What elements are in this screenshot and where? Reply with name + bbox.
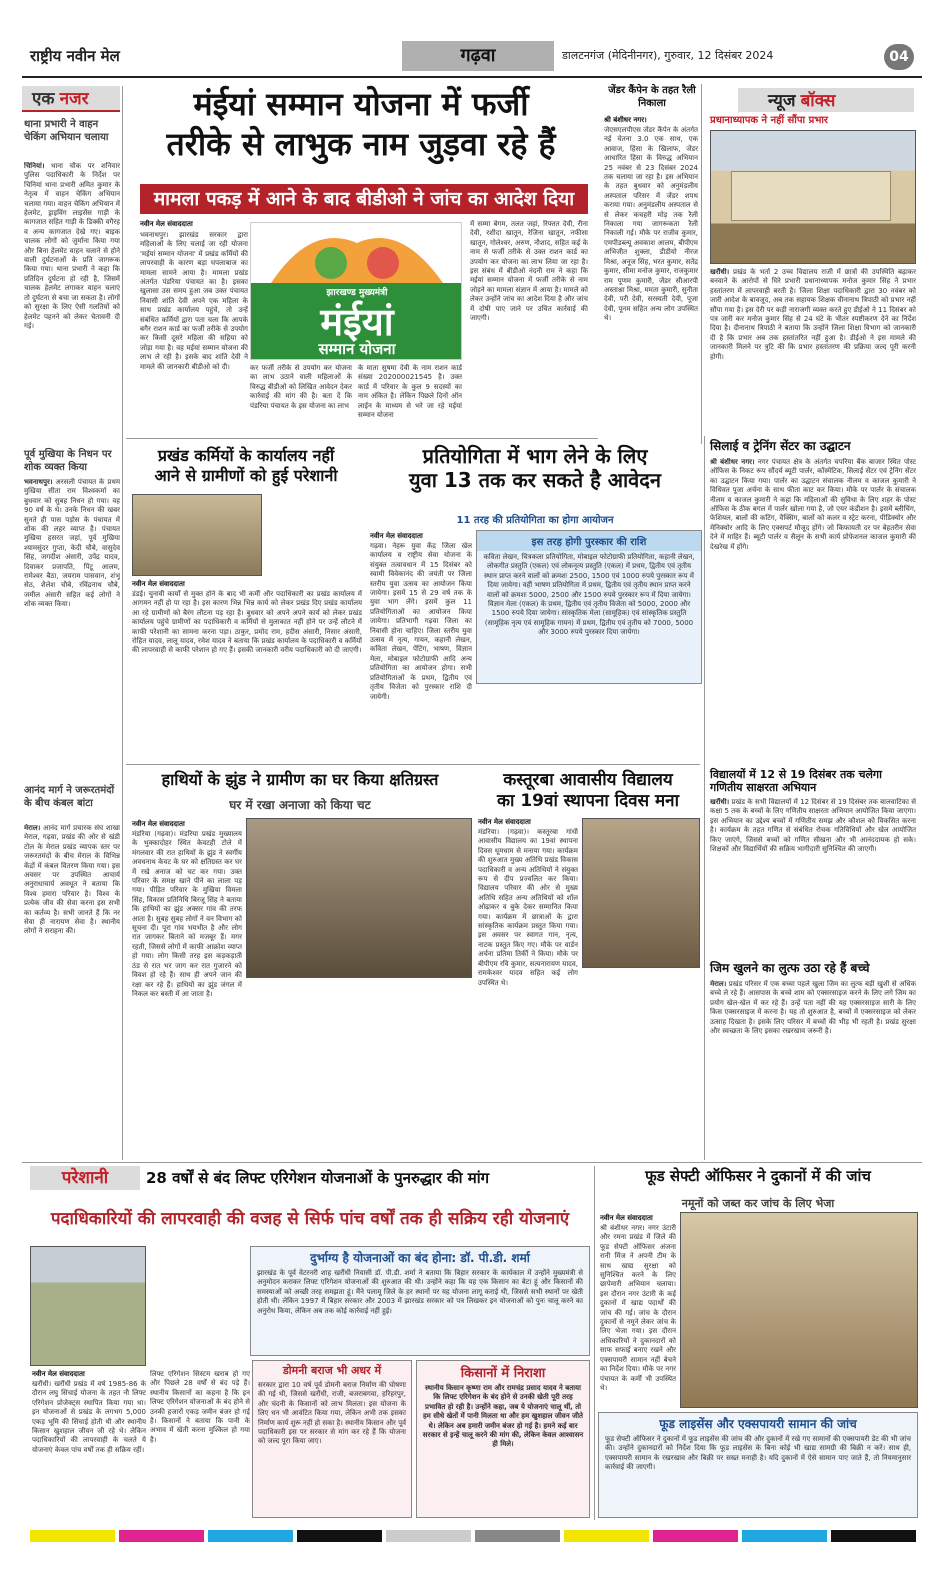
- divider: [126, 764, 700, 765]
- domni-body: सरकार द्वारा 10 वर्ष पूर्व डोमनी बराज निर्माण की घोषणा की गई थी, जिससे खरौंधी, राजी, बजराबगवा, हरिहरपुर, और चंदनी के किसानों को लाभ मिलता। इस योजना के लिए धन भी आवंटित किया गया, लेकिन अभी तक इसका निर्माण कार्य शुरू नहीं हो सका है। स्थानीय किसान और पूर्व पदाधिकारी इस पर सरकार से मांग कर रहे हैं कि योजना को जल्द पूरा किया जाए।: [258, 1381, 406, 1446]
- abhiyan-body: खरौंधी। प्रखंड के सभी विद्यालयों में 12 दिसंबर से 19 दिसंबर तक बालवाटिका से कक्षा 5 तक के बच्चों के लिए गणितीय साक्षरता अभियान आयोजित किया जाएगा। इस अभियान का उद्देश्य बच्चों में गणितीय समझ और कौशल को विकसित करना है। कार्यक्रम के तहत गणित से संबंधित रोचक गतिविधियों और खेल आयोजित किए जाएंगे, जिससे बच्चों को गणित सीखना और भी आनंददायक हो सके। शिक्षकों और विद्यार्थियों की सक्रिय भागीदारी सुनिश्चित की जाएगी।: [710, 798, 916, 854]
- gender-title: जेंडर कैंपेन के तहत रैली निकाला: [608, 85, 696, 109]
- domni-box: [252, 1360, 412, 1518]
- column-divider: [701, 84, 702, 444]
- food-box-body: फूड सेफ्टी ऑफिसर ने दुकानों में फूड लाइसेंस की जांच की और दुकानों में रखे गए सामानों की एक्सपायरी डेट की भी जांच की। उन्होंने दुकानदारों को निर्देश दिया कि फूड लाइसेंस के बिना कोई भी खाद्य सामग्री की बिक्री न करें। साथ ही, एक्सपायरी सामान के रखरखाव और बिक्री पर सख्त मनाही है। यदि दुकानों में ऐसे सामान पाए जाते हैं, तो नियमानुसार कार्रवाई की जाएगी।: [605, 1435, 911, 1472]
- story-body: भवनाथपुर। अरसली पंचायत के प्रथम मुखिया सीता राम विश्वकर्मा का बुधवार को सुबह निधन हो गया। वह 90 वर्ष के थे। उनके निधन की खबर सुनते ही पास पड़ोस के पंचायत में शोक की लहर व्याप्त है। पंचायत मुखिया हसरत जहां, पूर्व मुखिया श्यामसुंदर गुप्ता, केदी चौबे, वासुदेव सिंह, जगदीश अंसारी, उपेंद्र यादव, दिवाकर प्रजापति, पिंटू आलम, रामेश्वर बैठा, जयराम पासवान, शंभू सेठ, शैलेश चौबे, रविंद्रनाथ चौबे, जमील अंसारी सहित कई लोगों ने शोक व्यक्त किया।: [24, 478, 120, 609]
- jim-title: जिम खुलने का लुत्फ उठा रहे हैं बच्चे: [710, 961, 870, 975]
- dateline: डालटनगंज (मेदिनीनगर), गुरुवार, 12 दिसंबर 2024: [562, 49, 774, 62]
- column-divider: [704, 436, 705, 1160]
- lead-headline: मंईयां सम्मान योजना में फर्जी तरीके से लाभुक नाम जुड़वा रहे हैं: [166, 85, 556, 163]
- food-shop-photo: [680, 1212, 918, 1408]
- column-divider: [594, 1166, 595, 1520]
- kasturba-photo: [582, 818, 700, 968]
- divider: [22, 1162, 922, 1163]
- byline: नवीन मेल संवाददाता: [132, 820, 185, 828]
- story-body: चिनियां। थाना चौक पर शनिवार पुलिस पदाधिकारी के निर्देश पर चिनियां थाना प्रभारी अमित कुमार के नेतृत्व में वाहन चेकिंग अभियान चलाया गया। वाहन चेकिंग अभियान में हेलमेट, ड्राइविंग लाइसेंस गाड़ी के कागजात सहित गाड़ी के डिक्की वगैरह व अन्य कागजात देखे गए। बाइक चालक लोगों को जुर्माना किया गया और बिना हेलमेट वाहन चलाने से होने वाली दुर्घटनाओं के प्रति जागरूक किया गया। थाना प्रभारी ने कहा कि प्रतिदिन दुर्घटना हो रही है, जिसमें चालक हेलमेट लगाकर वाहन चलाएं तो दुर्घटना से बचा जा सकता है। लोगों को सुरक्षा के लिए ऐसी गलतियों को हेलमेट पहनने को लेकर चेतावनी दी गई।: [24, 162, 120, 330]
- prize-box-title: इस तरह होगी पुरस्कार की राशि: [477, 531, 701, 551]
- section-tab[interactable]: गढ़वा: [402, 41, 554, 71]
- hathi-photo: [246, 818, 472, 978]
- dr-sharma-box: [250, 1246, 590, 1356]
- page-number: 04: [884, 44, 914, 70]
- divider: [126, 438, 598, 439]
- ek-nazar-label: [22, 86, 120, 112]
- story-title: थाना प्रभारी ने वाहन चेकिंग अभियान चलाया: [24, 119, 109, 143]
- silai-title: सिलाई व ट्रेनिंग सेंटर का उद्घाटन: [710, 439, 851, 453]
- news-box-body: खरौंधी। प्रखंड के भर्ता 2 उच्च विद्यालय राजी में छात्रों की उपस्थिति बढ़ाकर बनवाने के आरोपों से घिरे प्रभारी प्रधानाध्यापक मनोज कुमार सिंह ने प्रभार हस्तांतरण में लापरवाही बरती है। जिला शिक्षा पदाधिकारी द्वारा 30 नवंबर को जारी आदेश के बावजूद, अब तक सहायक शिक्षक वीनानाथ त्रिपाठी को प्रभार नहीं सौंपा गया है। इस देरी पर कड़ी नाराजगी व्यक्त करते हुए डीईओ ने 11 दिसंबर को पत्र जारी कर मनोज कुमार सिंह से 24 घंटे के भीतर स्पष्टीकरण देने का निर्देश दिया है। दीनानाथ त्रिपाठी ने बताया कि उन्होंने जिला शिक्षा विभाग को जानकारी दी है कि प्रभार अब तक हस्तांतरित नहीं हुआ है। डीईओ ने इस मामले की जानकारी मिलने पर त्रुटि की कि प्रभार हस्तांतरण की प्रक्रिया जल्द पूरी करनी होगी।: [710, 268, 916, 361]
- byline: नवीन मेल संवाददाता: [32, 1370, 85, 1378]
- prize-box-body: कविता लेखन, चित्रकला प्रतियोगिता, मोबाइल फोटोग्राफी प्रतियोगिता, कहानी लेखन, लोकगीत प्रस्तुति (एकल) एवं लोकनृत्य प्रस्तुति (एकल) में प्रथम, द्वितीय एवं तृतीय स्थान प्राप्त करने वालों को क्रमशः 2500, 1500 एवं 1000 रुपये पुरस्कार रूप में दिया जायेगा। वहीं भाषण प्रतियोगिता में प्रथम, द्वितीय एवं तृतीय स्थान प्राप्त करने वालों को क्रमशः 5000, 2500 और 1500 रुपये पुरस्कार रूप में दिया जायेगा। विज्ञान मेला (एकल) के प्रथम, द्वितीय एवं तृतीय विजेता को 5000, 2000 और 1500 रुपये दिया जायेगा। सांस्कृतिक मेला (सामूहिक) एवं सांस्कृतिक प्रस्तुति (सामूहिक नृत्य एवं सामूहिक गायन) में प्रथम, द्वितीय एवं तृतीय को 7000, 5000 और 3000 रुपये पुरस्कार दिया जायेगा।: [483, 553, 695, 637]
- lead-subhead: मामला पकड़ में आने के बाद बीडीओ ने जांच का आदेश दिया: [140, 184, 588, 214]
- news-box-subtitle: प्रधानाध्यापक ने नहीं सौंपा प्रभार: [710, 115, 829, 126]
- kasturba-body: मंडरिया। (गढ़वा)। कस्तूरबा गांधी आवासीय विद्यालय का 19वां स्थापना दिवस धूमधाम से मनाया गया। कार्यक्रम की शुरुआत मुख्य अतिथि प्रखंड विकास पदाधिकारी व अन्य अतिथियों ने संयुक्त रूप से दीप प्रज्वलित कर किया। विद्यालय परिवार की ओर से मुख्य अतिथि सहित अन्य अतिथियों को शॉल ओढ़ाकर व बुके देकर सम्मानित किया गया। कार्यक्रम में छात्राओं के द्वारा सांस्कृतिक कार्यक्रम प्रस्तुत किया गया। इस अवसर पर स्वागत गान, नृत्य, नाटक प्रस्तुत किए गए। मौके पर वार्डन अर्चना प्रतिमा तिर्की ने किया। मौके पर बीपीएम रवि कुमार, सत्यनारायण यादव, रामकेश्वर यादव सहित कई लोग उपस्थित थे।: [478, 828, 578, 987]
- story-title: आनंद मार्ग ने जरूरतमंदों के बीच कंबल बांटा: [24, 785, 115, 809]
- newspaper-brand: राष्ट्रीय नवीन मेल: [30, 47, 120, 65]
- byline: नवीन मेल संवाददाता: [478, 818, 531, 826]
- prakhand-body: डंडई। चुनावी कार्यों से मुक्त होने के बाद भी कर्मी और पदाधिकारी का प्रखंड कार्यालय में आगमन नहीं हो पा रहा है। इस कारण भिन्न भिन्न कार्य को लेकर प्रखंड दिए प्रखंड कार्यालय आ रहे ग्रामीणों को बैरंग लौटना पड़ रहा है। बुधवार को अपने अपने कार्य को लेकर प्रखंड कार्यालय पहुंचे ग्रामीणों का पदाधिकारी व कर्मियों से मुलाकात नहीं होने पर उन्हें लौटने में काफी परेशानी का सामना करना पड़ा। ठाकुर, प्रमोद राम, हदीस अंसारी, निसार अंसारी, रोहित यादव, लालू यादव, रमेश यादव ने बताया कि प्रखंड कार्यालय के पदाधिकारी व कर्मियों की लापरवाही से काफी परेशान हो गए हैं। इसकी जानकारी वरीय पदाधिकारी को दी जाएगी।: [132, 590, 362, 655]
- news-box-label: न्यूज बॉक्स: [738, 88, 914, 112]
- byline: नवीन मेल संवाददाता: [132, 580, 185, 588]
- prize-box: [476, 530, 702, 684]
- prakhand-headline: प्रखंड कर्मियों के कार्यालय नहीं आने से ग्रामीणों को हुई परेशानी: [154, 446, 338, 485]
- pareshani-label: परेशानी: [30, 1166, 140, 1190]
- food-headline: फूड सेफ्टी ऑफिसर ने दुकानों में की जांच: [645, 1167, 871, 1185]
- lead-col-3: के माता सुषमा देवी के नाम राशन कार्ड संख्या 202000021545 है। उक्त कार्ड में परिवार के कुल 9 सदस्यों का नाम अंकित है। लेकिन पिछले दिनों ऑन लाईन के माध्यम से भरे जा रहे मईयां सम्मान योजना: [358, 364, 462, 420]
- lead-col-1: भवनाथपुर। झारखंड सरकार द्वारा महिलाओं के लिए चलाई जा रही योजना 'मईयां सम्मान योजना' में प्रखंड कर्मियों की लापरवाही के कारण बड़ा घपलाबाज का मामला सामने आया है। मामला प्रखंड अंतर्गत पंडरिया पंचायत का है। इसका खुलासा उस समय हुआ जब उक्त पंचायत निवासी शांति देवी अपने एक महिला के साथ प्रखंड कार्यालय पहुंचे, तो उन्हें संबंधित कर्मियों द्वारा पता चला कि आपके बगैर राशन कार्ड का फर्जी तरीके से उपयोग कर किसी दूसरे महिला की सहिया को जोड़ा गया है। वह मईयां सम्मान योजना की लाभ ले रही है। इसके बाद शांति देवी ने मामले की जानकारी बीडीओ को दी।: [140, 231, 248, 371]
- irrigation-photo: [30, 1246, 146, 1366]
- gender-body: जेएसएलपीएस जेंडर कैंपेन के अंतर्गत नई चेतना 3.0 एक साथ, एक आवाज, हिंसा के खिलाफ, जेंडर आधारित हिंसा के विरुद्ध अभियान 25 नवंबर से 23 दिसंबर 2024 तक चलाया जा रहा है। इस अभियान के तहत बुधवार को अनुमंडलीय अस्पताल परिसर में जेंडर शपथ कराया गया। अनुमंडलीय अस्पताल से से लेकर कचहरी मोड़ तक रैली निकाला गया जागरूकता रैली निकाली गई। मौके पर राजीव कुमार, एमपीडब्ल्यू अवकाश आलम, बीपीएम अभिजीत शुक्ला, डीडीयो नीरज मिश्रा, अनूज सिंह, भरत कुमार, सतेंद्र कुमार, सीमा मनोज कुमार, राजकुमार राम पूणम कुमारी, जेंडर सीआरपी अस्ताश्ना मिश्रा, ममता कुमारी, सुनीता देवी, परी देवी, सरस्वती देवी, पूजा देवी, पूनम सहित अन्य लोग उपस्थित थे।: [604, 126, 698, 323]
- pareshani-body: खरौंधी। खरौंधी प्रखंड में वर्ष 1985-86 के दौरान लघु सिंचाई योजना के तहत नौ लिफ्ट एरिगेशन प्रोजेक्ट्स स्थापित किया गया था। इन योजनाओं से प्रखंड के लगभग 5,000 एकड़ भूमि की सिंचाई होती थी और स्थानीय किसान खुशहाल जीवन जी रहे थे। लेकिन पदाधिकारियों की लापरवाही के चलते ये योजनाएं केवल पांच वर्षों तक ही सक्रिय रहीं।: [32, 1380, 146, 1454]
- nazar-label: नजर: [59, 89, 89, 109]
- registration-stripe: [30, 1530, 916, 1542]
- hathi-body: मंडरिया (गढ़वा)। मंडरिया प्रखंड मुख्यालय के भुक्कादोहर स्थित केवटही टोले में मंगलवार की रात हाथियों के झुंड ने स्वर्गीय अवधनाथ केवट के घर को क्षतिग्रस्त कर घर में रखे अनाज को चट कर गया। उक्त परिवार के समक्ष खाने पीने का लाला पड़ गया। पीड़ित परिवार के मुखिया विमला सिंह, विकास प्रतिनिधि बिरजू सिंह ने बताया कि हाथियों का झुंड अक्सर गांव की तरफ आता है। सुबह सुबह लोगों ने वन विभाग को सूचना दी। पूरा गांव भयभीत है और लोग रात जागकर बिताने को मजबूर हैं। मगर रहती, जिससे लोगों में काफी आक्रोश व्याप्त हो गया। लोग किसी तरह इस कड़कड़ाती ठंड से रात भर जाग कर रात गुजारने को विवश हो रहे हैं। साथ ही अपने जान की रक्षा कर रहे हैं। हाथियों का झुंड जंगल में निकल कर बस्ती में आ जाता है।: [132, 830, 242, 998]
- domni-title: डोमनी बराज भी अधर में: [282, 1364, 382, 1377]
- office-photo: [132, 494, 262, 576]
- story-title: पूर्व मुखिया के निधन पर शोक व्यक्त किया: [24, 449, 112, 473]
- column-divider: [122, 86, 123, 1160]
- lead-col-2: कर फर्जी तरीके से उपयोग कर योजना का लाभ उठाने वाली महिलाओं के विरुद्ध बीडीओ को लिखित आवेदन देकर कार्रवाई की मांग की है। बता दें कि पंडरिया पंचायत के इस योजना का लाभ: [250, 364, 352, 410]
- silai-body: श्री बंशीधर नगर। नगर पंचायत क्षेत्र के अंतर्गत चपरिया बैंक बाजार स्थित पोस्ट ऑफिस के निकट रूप सौंदर्य ब्यूटी पार्लर, कॉस्मेटिक, सिलाई सेंटर एवं ट्रेनिंग सेंटर का उद्घाटन किया गया। पार्लर का उद्घाटन संचालक नीलम व काजल कुमारी ने विधिवत पूजा अर्चना के साथ फीता काट कर किया। मौके पर पार्लर के संचालक नीलम व काजल कुमारी ने कहा कि महिलाओं की सुविधा के लिए शहर के पोस्ट ऑफिस के ठीक बगल में पार्लर खोला गया है, जो एयर कंडीशन है। इसमें ब्लीचिंग, फेशियल, बालों की कटिंग, वैक्सिंग, बालों को कलर व स्ट्रेट करना, पीडिक्योर और मेनिक्योर आदि के लिए एक्सपर्ट मौजूद होंगे। जो किफायती दर पर बेहतरीन सेवा देने में माहिर हैं। ब्यूटी पार्लर व सैलून के सभी कार्य प्रोफेशनल काजल कुमारी की देखरेख में होंगे।: [710, 458, 916, 551]
- pratiyogita-sub: 11 तरह की प्रतियोगिता का होगा आयोजन: [456, 515, 614, 526]
- pareshani-headline: 28 वर्षों से बंद लिफ्ट एरिगेशन योजनाओं के पुनरुद्धार की मांग: [146, 1169, 490, 1187]
- food-box-title: फूड लाइसेंस और एक्सपायरी सामान की जांच: [659, 1417, 857, 1431]
- pratiyogita-headline: प्रतियोगिता में भाग लेने के लिए युवा 13 तक कर सकते है आवेदन: [409, 444, 661, 492]
- gender-byline: श्री बंशीधर नगर।: [604, 116, 647, 124]
- food-sub: नमूनों को जब्त कर जांच के लिए भेजा: [681, 1197, 835, 1210]
- school-photo: [710, 130, 916, 264]
- kasturba-headline: कस्तूरबा आवासीय विद्यालय का 19वां स्थापना दिवस मना: [496, 770, 680, 811]
- food-box: [598, 1412, 918, 1518]
- byline: नवीन मेल संवाददाता: [140, 220, 193, 228]
- logo-top-text: झारखण्ड मुख्यमंत्री: [326, 288, 388, 298]
- pareshani-col2: लिफ्ट एरिगेशन सिस्टम खराब हो गए और पिछले 28 वर्षों से बंद पड़े हैं। स्थानीय किसानों का कहना है कि इन लिफ्ट एरिगेशन योजनाओं के बंद होने से उनकी हजारों एकड़ जमीन बंजर हो गई है। किसानों ने बताया कि पानी के अभाव में खेती करना मुश्किल हो गया है।: [150, 1370, 250, 1444]
- hathi-headline: हाथियों के झुंड ने ग्रामीण का घर किया क्षतिग्रस्त: [161, 770, 439, 789]
- maiyan-logo: [250, 222, 462, 360]
- dr-sharma-body: झारखंड के पूर्व वेटरनरी शाह खरौंधी निवासी डॉ. पी.डी. शर्मा ने बताया कि बिहार सरकार के कार्यकाल में उन्होंने मुख्यमंत्री से अनुमोदन कराकर लिफ्ट एरिगेशन योजनाओं की शुरुआत की थी। उन्होंने कहा कि यह एक किसान का बेटा हूं और किसानों की समस्याओं को अच्छी तरह समझता हूं। मैंने पलामू जिले के हर स्थानों पर यह योजना लागू कराई थी, जिससे सभी स्थानों पर खेती होती थी। लेकिन 1997 में बिहार सरकार और 2003 में झारखंड सरकार को पत्र लिखकर इन योजनाओं को पुनः चालू करने का अनुरोध किया, लेकिन अब तक कोई कार्रवाई नहीं हुई।: [257, 1269, 583, 1315]
- abhiyan-title: विद्यालयों में 12 से 19 दिसंबर तक चलेगा गणितीय साक्षरता अभियान: [710, 768, 882, 794]
- pareshani-sub: पदाधिकारियों की लापरवाही की वजह से सिर्फ पांच वर्षों तक ही सक्रिय रही योजनाएं: [50, 1209, 570, 1229]
- ek-label: एक: [32, 89, 55, 109]
- byline: नवीन मेल संवाददाता: [370, 532, 423, 540]
- pratiyogita-body: गढ़वा। नेहरू युवा केंद्र जिला खेल कार्यालय व राष्ट्रीय सेवा योजना के संयुक्त तत्वावधान में 15 दिसंबर को स्वामी विवेकानंद की जयंती पर जिला स्तरीय युवा उत्सव का आयोजन किया जायेगा। इसमें 15 से 29 वर्ष तक के युवा भाग लेंगे। इसमें कुल 11 प्रतियोगिताओं का आयोजन किया जायेगा। प्रतिभागी गढ़वा जिला का निवासी होना चाहिए। जिला स्तरीय युवा उत्सव में नृत्य, गायन, कहानी लेखन, कविता लेखन, पेंटिंग, भाषण, विज्ञान मेला, मोबाइल फोटोग्राफी आदि अन्य प्रतियोगिता का आयोजन होगा। सभी प्रतियोगिताओं के प्रथम, द्वितीय एवं तृतीय विजेता को पुरस्कार राशि दी जायेगी।: [370, 542, 472, 701]
- dr-sharma-title: दुर्भाग्य है योजनाओं का बंद होना: डॉ. पी.डी. शर्मा: [310, 1251, 530, 1265]
- hathi-sub: घर में रखा अनाजा को किया चट: [229, 798, 371, 812]
- kisan-body: स्थानीय किसान कृष्णा राम और रामचंद्र प्रसाद यादव ने बताया कि लिफ्ट एरिगेशन के बंद होने से उनकी खेती पूरी तरह प्रभावित हो रही है। उन्होंने कहा, जब ये योजनाएं चालू थीं, तो हम सीधे खेतों में पानी मिलता था और हम खुशहाल जीवन जीते थे। लेकिन अब हमारी जमीन बंजर हो गई है। हमने कई बार सरकार से इन्हें चालू करने की मांग की, लेकिन केवल आश्वासन ही मिले।: [422, 1384, 584, 1449]
- food-body: श्री बंशीधर नगर। नगर उंटारी और रमना प्रखंड में जिले की फूड सेफ्टी ऑफिसर अंजना रानी मिंज ने अपनी टीम के साथ खाद्य सुरक्षा को सुनिश्चित करने के लिए छापेमारी अभियान चलाया। इस दौरान नगर उंटारी के कई दुकानों में खाद्य पदार्थों की जांच की गई। जांच के दौरान दुकानों से नमूने लेकर जांच के लिए भेजा गया। इस दौरान अधिकारियों ने दुकानदारों को साफ सफाई बनाए रखने और एक्सपायरी सामान नहीं बेचने का निर्देश दिया। मौके पर नगर पंचायत के कर्मी भी उपस्थित थे।: [600, 1224, 676, 1392]
- jim-body: मेराल। प्रखंड परिसर में एक बच्चा पहले खुला जिम का लुत्फ बड़ी खुशी से अधिक बच्चे ले रहे हैं। आसपास के बच्चे शाम को एक्सरसाइज करने के लिए लगे जिम का प्रयोग खेल-खेल में कर रहे हैं। उन्हें पता नहीं की यह एक्सरसाइज सारी के लिए किस एक्सरसाइज में करना है। यह तो शुरुआत है, बच्चों में एक्सरसाइज को लेकर उत्साह दिखता है। इसके लिए परिसर में बच्चों की भीड़ भी रहती है। प्रखंड सुरक्षा और स्वच्छता के लिए इसका रखरखाव जरूरी है।: [710, 980, 916, 1036]
- lead-col-4: में सम्मा बेगम, तलत जहां, रिफ्तत देवी, रीना देवी, रशीदा खातून, रेजिना खातून, नफीसा खातून, गोलेश्वर, अरुण, नौशाद, सहित कई के नाम से फर्जी तरीके से उक्त राशन कार्ड का उपयोग कर योजना का लाभ लिया जा रहा है। इस संबंध में बीडीओ नंदनी राम ने कहा कि मईयां सम्मान योजना में फर्जी तरीके से नाम जोड़ने का मामला संज्ञान में आया है। मामले को लेकर उन्होंने जांच का आदेश दिया है और जांच में दोषी पाए जाने पर उचित कार्रवाई की जाएगी।: [470, 220, 588, 323]
- byline: नवीन मेल संवाददाता: [600, 1214, 653, 1222]
- logo-sub-text: सम्मान योजना: [318, 340, 396, 358]
- story-body: मेराल। आनंद मार्ग प्रचारक संघ शाखा मेराल, गढ़वा, प्रखंड की ओर से खंडी टोल के मेराल प्रखंड व्यापक स्तर पर जरूरतमंदों के बीच मेराल के विभिन्न केंद्रों में कंबल वितरण किया गया। इस अवसर पर उपस्थित आचार्य अनुराधाचार्य अवधूत ने बताया कि विश्व हमारा परिवार है। विश्व के प्रत्येक जीव की सेवा करना इस सभी का कर्तव्य है। सभी जानते हैं कि नर सेवा ही नारायण सेवा है। स्थानीय लोगों ने सराहना की।: [24, 824, 120, 936]
- kisan-title: किसानों में निराशा: [460, 1366, 546, 1381]
- logo-main-text: मंईयां: [320, 300, 394, 344]
- kisan-box: [416, 1360, 590, 1518]
